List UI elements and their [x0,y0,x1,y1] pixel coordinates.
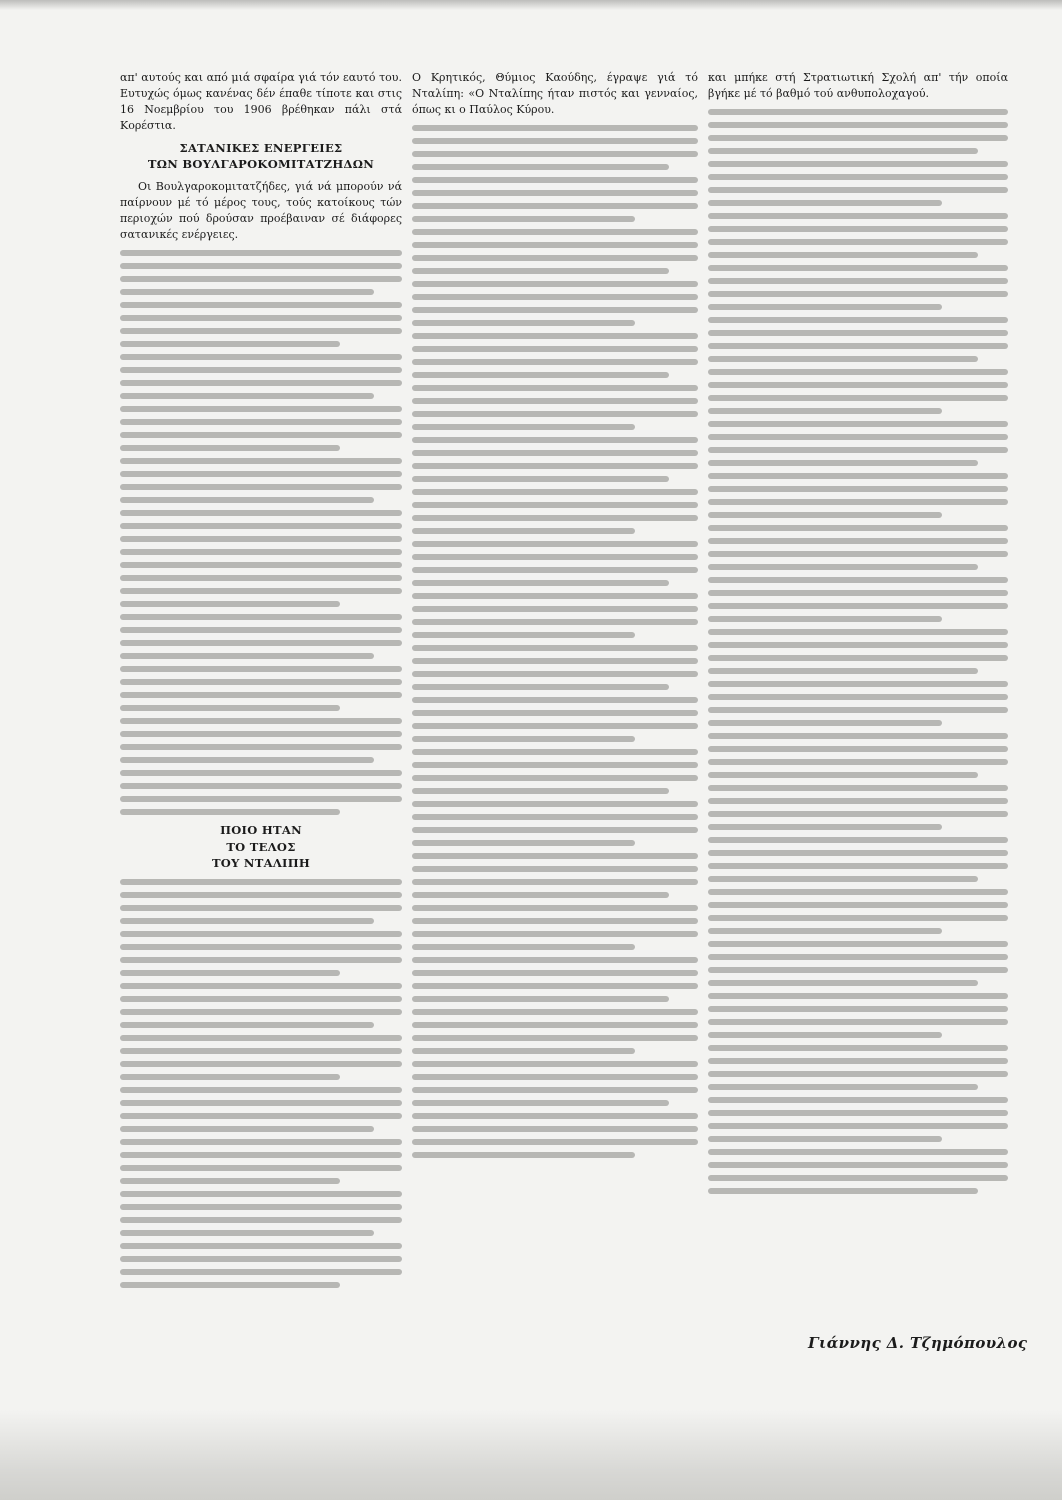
column-2 [412,70,698,1165]
section-heading-2-line1: ΠΟΙΟ ΗΤΑΝ [220,822,302,837]
section-heading-end-of-dalipis [120,822,402,872]
section-heading-2-line3: ΤΟΥ ΝΤΑΛΙΠΗ [211,856,311,871]
column-2-intro: Ο Κρητικός, Θύμιος Καούδης, έγραψε γιά τό Νταλίπη: «Ο Νταλίπης ήταν πιστός και γενναίος, όπως κι ο Παύλος Κύρου. [412,71,698,116]
section-heading-satanic-actions [120,140,402,173]
section-heading-line1: ΣΑΤΑΝΙΚΕΣ ΕΝΕΡΓΕΙΕΣ [179,140,343,155]
column-1-intro: απ' αυτούς και από μιά σφαίρα γιά τόν εαυτό του. Ευτυχώς όμως κανένας δέν έπαθε τίποτε και στις 16 Νοεμβρίου του 1906 βρέθηκαν πάλι στά Κορέστια. [120,71,402,132]
author-signature: Γιάννης Δ. Τζημόπουλος [808,1334,1028,1352]
column-3 [708,70,1008,1201]
text-block [412,125,698,1158]
text-block [120,250,402,815]
text-block [708,109,1008,1194]
column-1 [120,70,402,1295]
scan-top-shadow [0,0,1062,10]
section-heading-2-line2: ΤΟ ΤΕΛΟΣ [226,839,296,854]
section-heading-line2: ΤΩΝ ΒΟΥΛΓΑΡΟΚΟΜΙΤΑΤΖΗΔΩΝ [147,157,375,172]
text-block [120,879,402,1288]
scan-bottom-shadow [0,1410,1062,1500]
column-3-intro: και μπήκε στή Στρατιωτική Σχολή απ' τήν οποία βγήκε μέ τό βαθμό τού ανθυπολοχαγού. [708,71,1008,100]
column-1-after-heading: Οι Βουλγαροκομιτατζήδες, γιά νά μπορούν νά παίρνουν μέ τό μέρος τους, τούς κατοίκους τών περιοχών πού δρούσαν προέβαιναν σέ διάφορες σατανικές ενέργειες. [120,180,402,241]
